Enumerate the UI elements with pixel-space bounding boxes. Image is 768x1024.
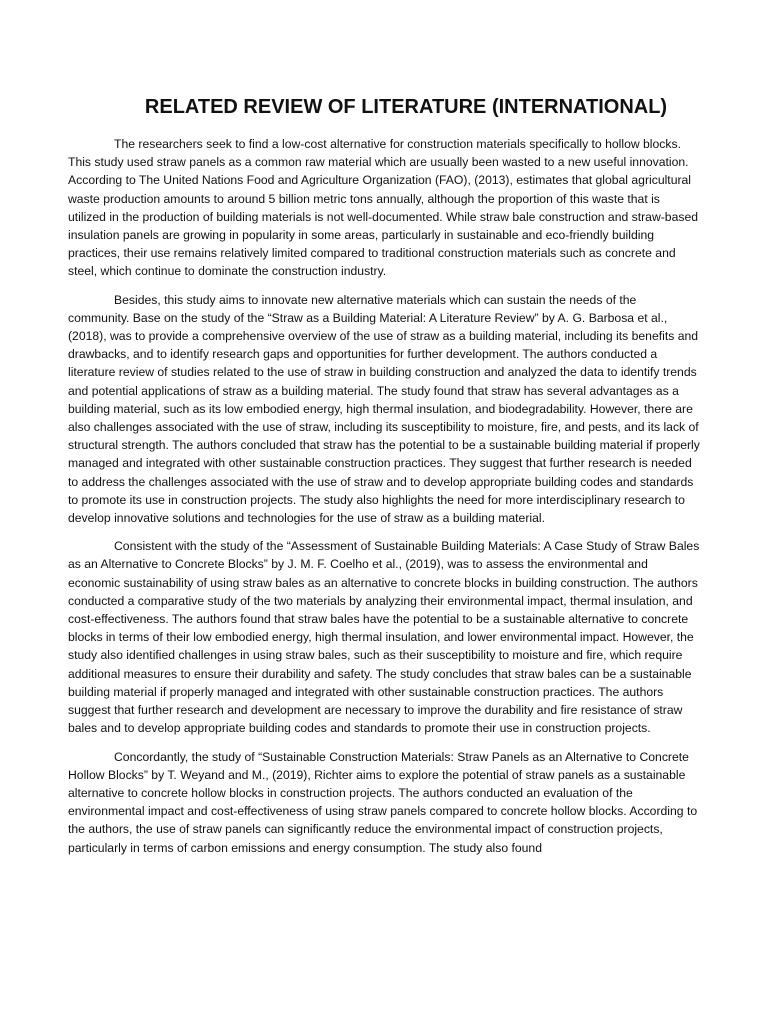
paragraph-3: Consistent with the study of the “Assessment of Sustainable Building Materials: A Case Study of Straw Bales as an Alternative to Concrete Blocks” by J. M. F. Coelho et al., (2019), was to assess the environmental and economic sustainability of using straw bales as an alternative to concrete blocks in building construction. The authors conducted a comparative study of the two materials by analyzing their environmental impact, thermal insulation, and cost-effectiveness. The authors found that straw bales have the potential to be a sustainable alternative to concrete blocks in terms of their low embodied energy, high thermal insulation, and lower environmental impact. However, the study also identified challenges in using straw bales, such as their susceptibility to moisture and fire, which require additional measures to ensure their durability and safety. The study concludes that straw bales can be a sustainable building material if properly managed and integrated with other sustainable construction practices. The authors suggest that further research and development are necessary to improve the durability and fire resistance of straw bales and to develop appropriate building codes and standards to promote their use in construction projects. xyxy=(68,539,700,736)
paragraph-1: The researchers seek to find a low-cost alternative for construction materials specifically to hollow blocks. This study used straw panels as a common raw material which are usually been wasted to a new useful innovation. According to The United Nations Food and Agriculture Organization (FAO), (2013), estimates that global agricultural waste production amounts to around 5 billion metric tons annually, although the proportion of this waste that is utilized in the production of building materials is not well-documented. While straw bale construction and straw-based insulation panels are growing in popularity in some areas, particularly in sustainable and eco-friendly building practices, their use remains relatively limited compared to traditional construction materials such as concrete and steel, which continue to dominate the construction industry. xyxy=(68,137,699,279)
paragraph-2: Besides, this study aims to innovate new alternative materials which can sustain the needs of the community. Base on the study of the “Straw as a Building Material: A Literature Review” by A. G. Barbosa et al., (2018), was to provide a comprehensive overview of the use of straw as a building material, including its benefits and drawbacks, and to identify research gaps and opportunities for further development. The authors conducted a literature review of studies related to the use of straw in building construction and analyzed the data to identify trends and potential applications of straw as a building material. The study found that straw has several advantages as a building material, such as its low embodied energy, high thermal insulation, and biodegradability. However, there are also challenges associated with the use of straw, including its susceptibility to moisture, fire, and pests, and its lack of structural strength. The authors concluded that straw has the potential to be a sustainable building material if properly managed and integrated with other sustainable construction practices. They suggest that further research is needed to address the challenges associated with the use of straw and to develop appropriate building codes and standards to promote its use in construction projects. The study also highlights the need for more interdisciplinary research to develop innovative solutions and technologies for the use of straw as a building material. xyxy=(68,292,700,526)
document-body xyxy=(68,135,700,867)
page-title: RELATED REVIEW OF LITERATURE (INTERNATIONAL) xyxy=(144,96,668,118)
paragraph-4: Concordantly, the study of “Sustainable Construction Materials: Straw Panels as an Alternative to Concrete Hollow Blocks” by T. Weyand and M., (2019), Richter aims to explore the potential of straw panels as a sustainable alternative to concrete hollow blocks in construction projects. The authors conducted an evaluation of the environmental impact and cost-effectiveness of using straw panels compared to concrete hollow blocks. According to the authors, the use of straw panels can significantly reduce the environmental impact of construction projects, particularly in terms of carbon emissions and energy consumption. The study also found xyxy=(68,749,698,855)
